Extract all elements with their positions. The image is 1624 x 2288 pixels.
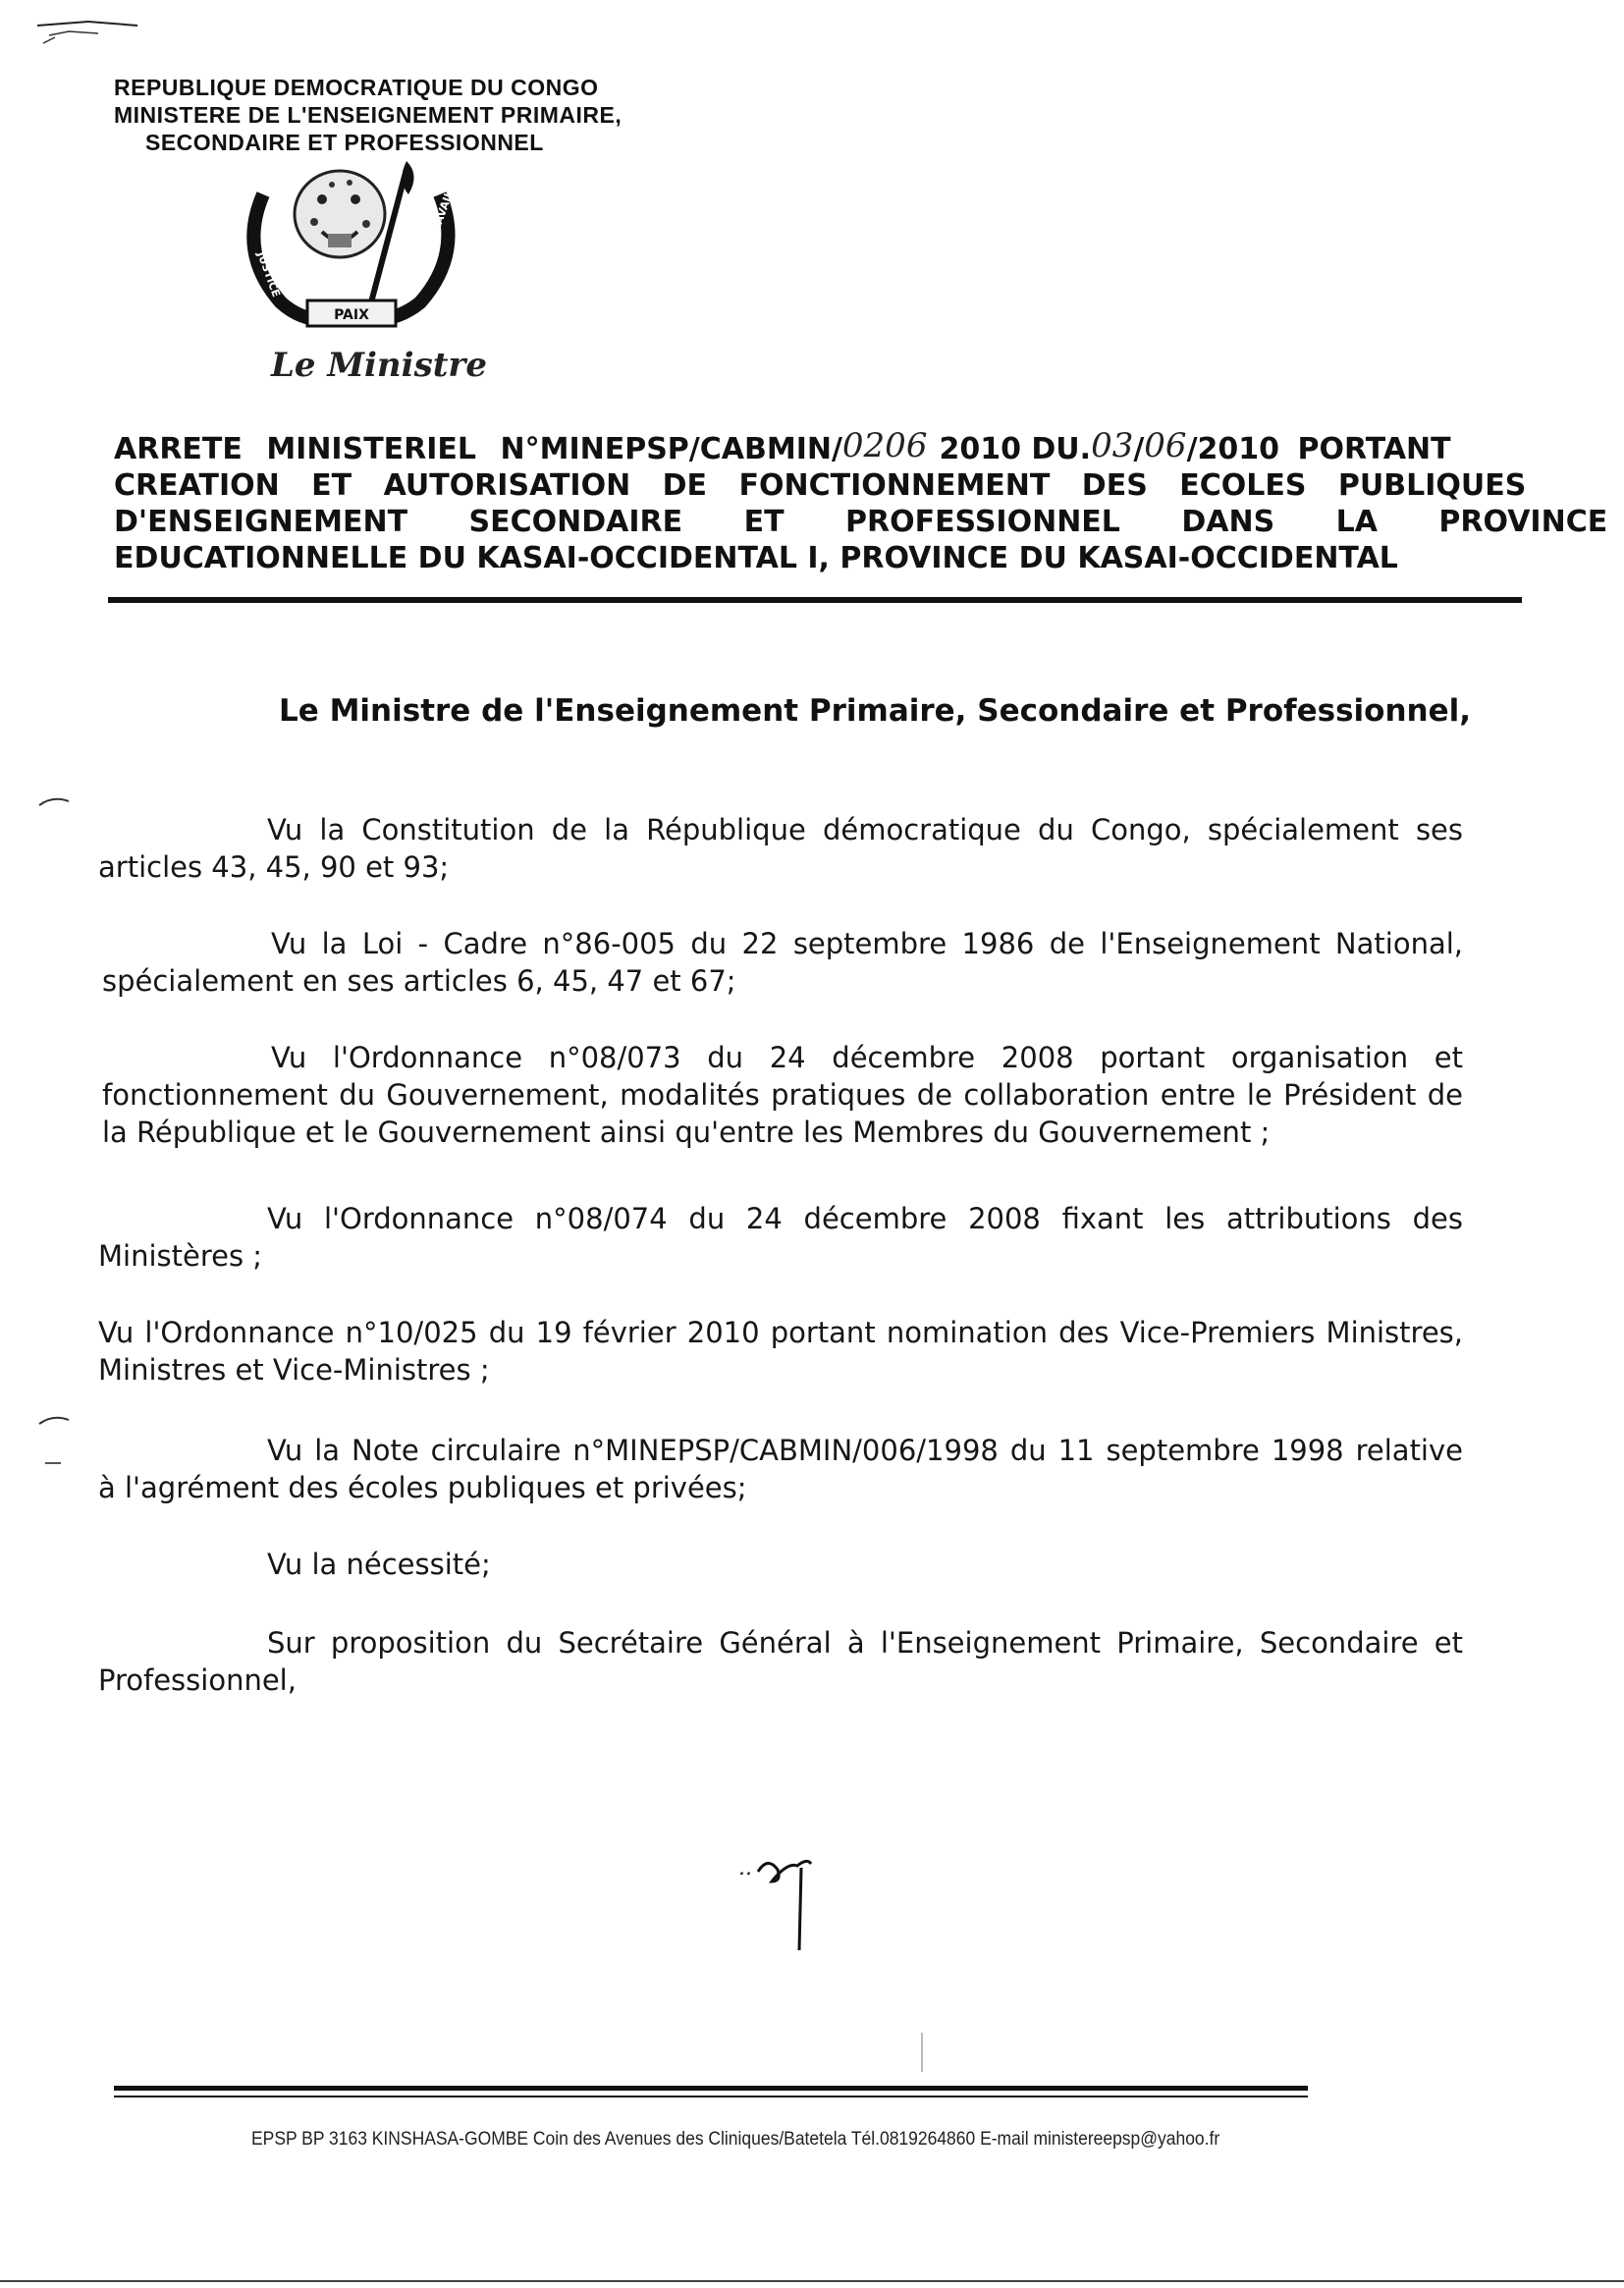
motto-right: TRAVAIL [426,189,457,242]
considerant-1-text: Vu la Constitution de la République démocratique du Congo, spécialement ses articles 43, 45, 90 et 93; [98,813,1463,884]
title-line-3-text: D'ENSEIGNEMENT SECONDAIRE ET PROFESSIONNEL DANS LA PROVINCE [114,505,1608,539]
considerant-7-text: Vu la nécessité; [267,1548,491,1581]
considerant-8-text: Sur proposition du Secrétaire Général à l'Enseignement Primaire, Secondaire et Professionnel, [98,1626,1463,1697]
title-line-2-text: CREATION ET AUTORISATION DE FONCTIONNEMENT DES ECOLES PUBLIQUES [114,468,1527,503]
margin-marks [35,786,75,1473]
motto-bottom: PAIX [334,307,369,323]
considerant-8 [98,1624,1463,1699]
considerant-3-text: Vu l'Ordonnance n°08/073 du 24 décembre 2008 portant organisation et fonctionnement du Gouvernement, modalités pratiques de collaboration entre le Président de la République et le Gouvernement ainsi qu'entre les Membres du Gouvernement ; [102,1041,1463,1149]
header-line-3: SECONDAIRE ET PROFESSIONNEL [145,130,544,155]
considerant-5-text: Vu l'Ordonnance n°10/025 du 19 février 2010 portant nomination des Vice-Premiers Ministres, Ministres et Vice-Ministres ; [98,1316,1463,1387]
signature-title: Le Ministre [271,346,487,385]
decree-number-handwritten: 0206 [841,426,928,465]
considerant-3 [102,1039,1463,1151]
title-part-1: ARRETE MINISTERIEL N°MINEPSP/CABMIN/ [114,432,842,466]
handwritten-initials [738,1852,827,1960]
considerant-4 [98,1200,1463,1275]
decree-title [114,426,1608,575]
header-line-2: MINISTERE DE L'ENSEIGNEMENT PRIMAIRE, [114,102,623,128]
considerant-2-text: Vu la Loi - Cadre n°86-005 du 22 septembre 1986 de l'Enseignement National, spécialement en ses articles 6, 45, 47 et 67; [102,927,1463,998]
scan-mark [29,12,147,51]
footer-address: EPSP BP 3163 KINSHASA-GOMBE Coin des Avenues des Cliniques/Batetela Tél.0819264860 E-mail ministereepsp@yahoo.fr [251,2129,1220,2150]
decree-month-handwritten: 06 [1144,426,1187,465]
initials-dots: .. [738,1856,752,1880]
coat-of-arms-icon [224,155,469,342]
title-part-3: /2010 PORTANT [1186,432,1451,466]
footer-rule-bottom [114,2096,1308,2097]
decree-day-handwritten: 03 [1091,426,1134,465]
title-line-2 [114,468,1527,503]
title-line-4 [114,541,1510,575]
title-line-4-text: EDUCATIONNELLE DU KASAI-OCCIDENTAL I, PROVINCE DU KASAI-OCCIDENTAL [114,541,1398,575]
header-line-1: REPUBLIQUE DEMOCRATIQUE DU CONGO [114,75,599,100]
title-part-2: 2010 DU. [939,432,1092,466]
title-separator: / [1133,432,1145,466]
considerant-5 [98,1314,1463,1389]
footer-rule-top [114,2086,1308,2091]
considerant-1 [98,811,1463,886]
considerant-7 [98,1546,1463,1583]
faint-mark [921,2033,923,2072]
considerant-6 [98,1432,1463,1506]
title-line-3 [114,505,1608,539]
title-underline [108,597,1522,603]
considerant-4-text: Vu l'Ordonnance n°08/074 du 24 décembre 2008 fixant les attributions des Ministères ; [98,1202,1463,1273]
considerant-2 [102,925,1463,1000]
motto-left: JUSTICE [254,249,283,300]
minister-heading: Le Ministre de l'Enseignement Primaire, Secondaire et Professionnel, [279,693,1472,729]
scan-edge [0,2280,1624,2282]
considerant-6-text: Vu la Note circulaire n°MINEPSP/CABMIN/006/1998 du 11 septembre 1998 relative à l'agrément des écoles publiques et privées; [98,1434,1463,1504]
title-line-1 [114,426,1510,466]
